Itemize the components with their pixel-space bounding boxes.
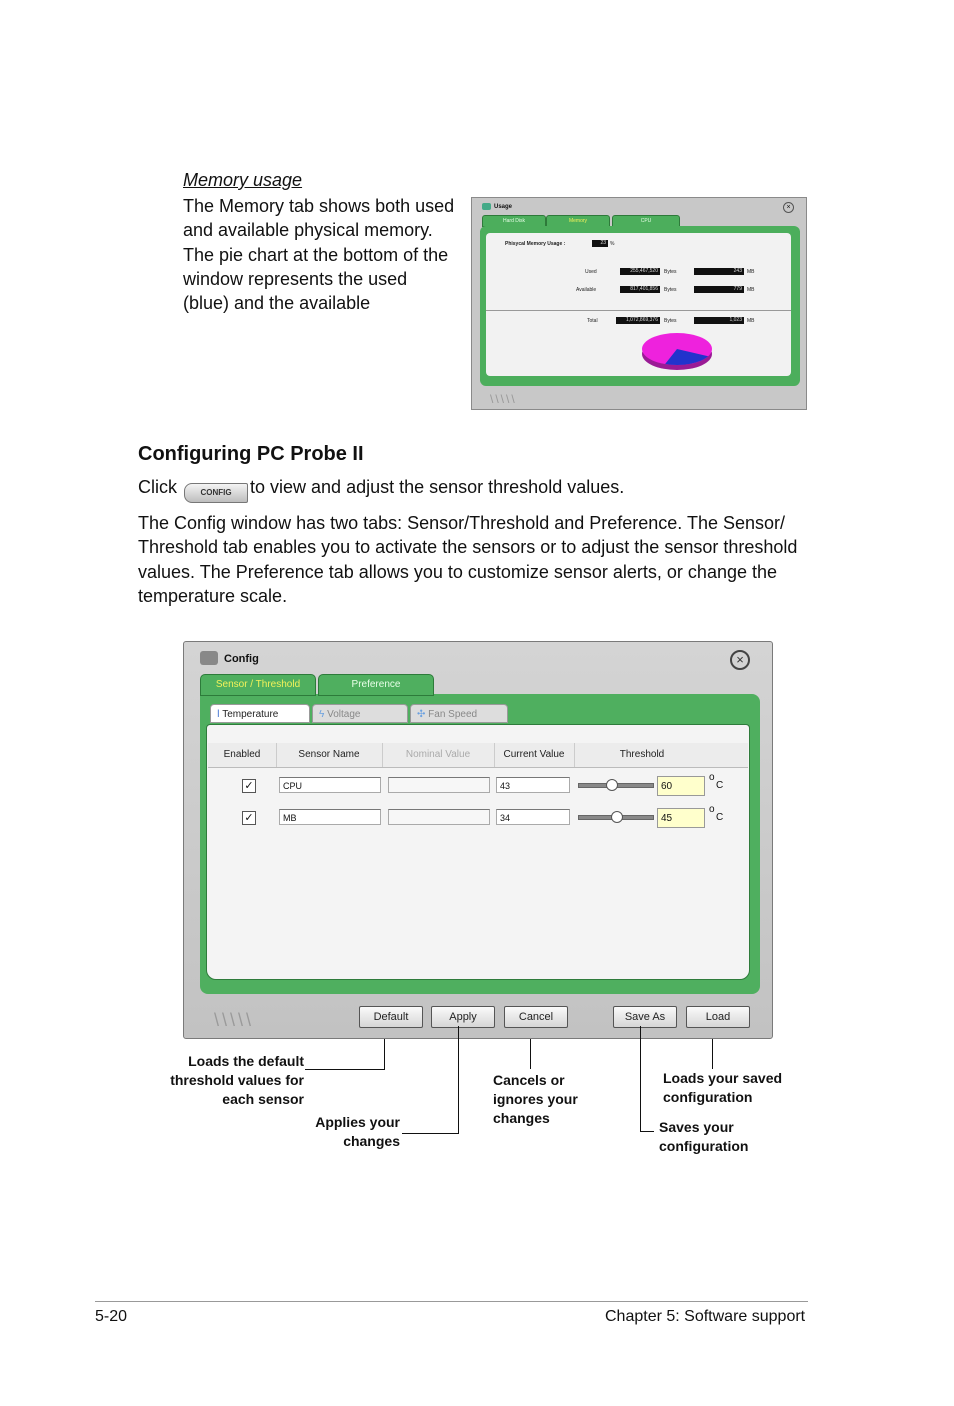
tab-cpu[interactable]: CPU	[612, 215, 680, 227]
page-number: 5-20	[95, 1308, 128, 1325]
chapter-title: Chapter 5: Software support	[605, 1308, 806, 1325]
usage-app-icon	[482, 203, 491, 210]
callout-load: Loads your saved configuration	[663, 1070, 783, 1105]
degree-symbol: o	[709, 772, 715, 783]
total-mb: 1,023	[694, 317, 744, 324]
subtab-voltage[interactable]	[312, 704, 408, 723]
nominal-value-field	[388, 777, 490, 793]
tab-hard-disk[interactable]: Hard Disk	[482, 215, 546, 227]
cancel-button[interactable]: Cancel	[504, 1006, 568, 1028]
fan-icon: ✣	[417, 709, 426, 720]
memory-pie-chart	[640, 330, 714, 374]
close-icon[interactable]: ×	[783, 202, 794, 213]
available-mb: 779	[694, 286, 744, 293]
total-bytes: 1,072,869,376	[616, 317, 660, 324]
tab-sensor-threshold[interactable]: Sensor / Threshold	[200, 674, 316, 696]
lightning-icon: ϟ	[319, 709, 325, 720]
callout-apply: Applies your changes	[315, 1114, 400, 1149]
apply-button[interactable]: Apply	[431, 1006, 495, 1028]
column-nominal-value: Nominal Value	[382, 743, 495, 767]
column-threshold: Threshold	[619, 749, 665, 760]
thermometer-icon: ǀ	[217, 709, 220, 720]
callout-line	[640, 1026, 641, 1131]
window-grip: \\\\\	[490, 392, 517, 406]
callout-save-as: Saves your configuration	[659, 1119, 749, 1154]
config-window	[183, 641, 773, 1039]
subtab-fan-speed-label: Fan Speed	[428, 709, 478, 720]
load-button[interactable]: Load	[686, 1006, 750, 1028]
click-suffix: to view and adjust the sensor threshold values.	[250, 477, 625, 497]
section-heading: Configuring PC Probe II	[138, 443, 364, 465]
enabled-checkbox[interactable]: ✓	[242, 779, 256, 793]
physical-usage-label: Phisycal Memory Usage :	[505, 241, 566, 247]
percent-label: %	[610, 241, 615, 247]
callout-default: Loads the default threshold values for each sensor	[170, 1053, 304, 1107]
celsius-unit: C	[716, 812, 724, 823]
window-grip: \\\\\	[214, 1010, 255, 1030]
threshold-value-field[interactable]: 60	[657, 776, 705, 796]
tab-memory[interactable]: Memory	[546, 215, 610, 227]
mb-unit: MB	[747, 318, 755, 324]
bytes-unit: Bytes	[664, 287, 677, 293]
callout-cancel: Cancels or ignores your changes	[493, 1072, 578, 1126]
callout-line	[458, 1026, 459, 1133]
callout-line	[384, 1039, 385, 1069]
bytes-unit: Bytes	[664, 318, 677, 324]
used-mb: 243	[694, 268, 744, 275]
callout-line	[530, 1039, 531, 1069]
current-value-field: 43	[496, 777, 570, 793]
column-current-value: Current Value	[494, 743, 575, 767]
subtab-fan-speed[interactable]	[410, 704, 508, 723]
close-icon[interactable]: ×	[730, 650, 750, 670]
config-app-icon	[200, 651, 218, 665]
config-window-title: Config	[224, 653, 259, 665]
default-button[interactable]: Default	[359, 1006, 423, 1028]
sensor-name-field[interactable]: CPU	[279, 777, 381, 793]
callout-line	[402, 1133, 459, 1134]
config-paragraph: The Config window has two tabs: Sensor/Threshold and Preference. The Sensor/ Threshold tab enables you to activate the sensors or to adjust the sensor threshold values. The Preference tab allows you to customize sensor alerts, or change the temperature scale.	[138, 513, 798, 606]
celsius-unit: C	[716, 780, 724, 791]
footer-rule	[95, 1301, 808, 1302]
sensor-name-field[interactable]: MB	[279, 809, 381, 825]
enabled-checkbox[interactable]: ✓	[242, 811, 256, 825]
subtab-temperature-label: Temperature	[222, 709, 279, 720]
available-bytes: 817,401,856	[620, 286, 660, 293]
memory-usage-paragraph: The Memory tab shows both used and available physical memory. The pie chart at the bottom of the window represents the used (blue) and the available	[183, 196, 455, 314]
config-button-icon: CONFIG	[184, 483, 248, 503]
physical-usage-value: 23	[592, 240, 608, 247]
subtab-voltage-label: Voltage	[327, 709, 361, 720]
usage-panel	[486, 233, 791, 376]
degree-symbol: o	[709, 804, 715, 815]
usage-divider	[486, 310, 791, 311]
mb-unit: MB	[747, 269, 755, 275]
click-instruction	[138, 477, 624, 503]
memory-usage-heading: Memory usage	[183, 170, 303, 190]
threshold-value-field[interactable]: 45	[657, 808, 705, 828]
save-as-button[interactable]: Save As	[613, 1006, 677, 1028]
subtab-temperature[interactable]	[210, 704, 310, 723]
usage-window-title: Usage	[494, 204, 513, 210]
callout-line	[305, 1069, 385, 1070]
mb-unit: MB	[747, 287, 755, 293]
available-label: Available	[576, 287, 597, 293]
column-sensor-name: Sensor Name	[276, 743, 383, 767]
total-label: Total	[587, 318, 598, 324]
used-bytes: 255,467,520	[620, 268, 660, 275]
tab-preference[interactable]: Preference	[318, 674, 434, 696]
nominal-value-field	[388, 809, 490, 825]
column-enabled: Enabled	[208, 743, 277, 767]
callout-line	[640, 1131, 654, 1132]
used-label: Used	[585, 269, 597, 275]
bytes-unit: Bytes	[664, 269, 677, 275]
current-value-field: 34	[496, 809, 570, 825]
usage-window	[471, 197, 807, 410]
click-prefix: Click	[138, 477, 177, 497]
callout-line	[712, 1039, 713, 1069]
